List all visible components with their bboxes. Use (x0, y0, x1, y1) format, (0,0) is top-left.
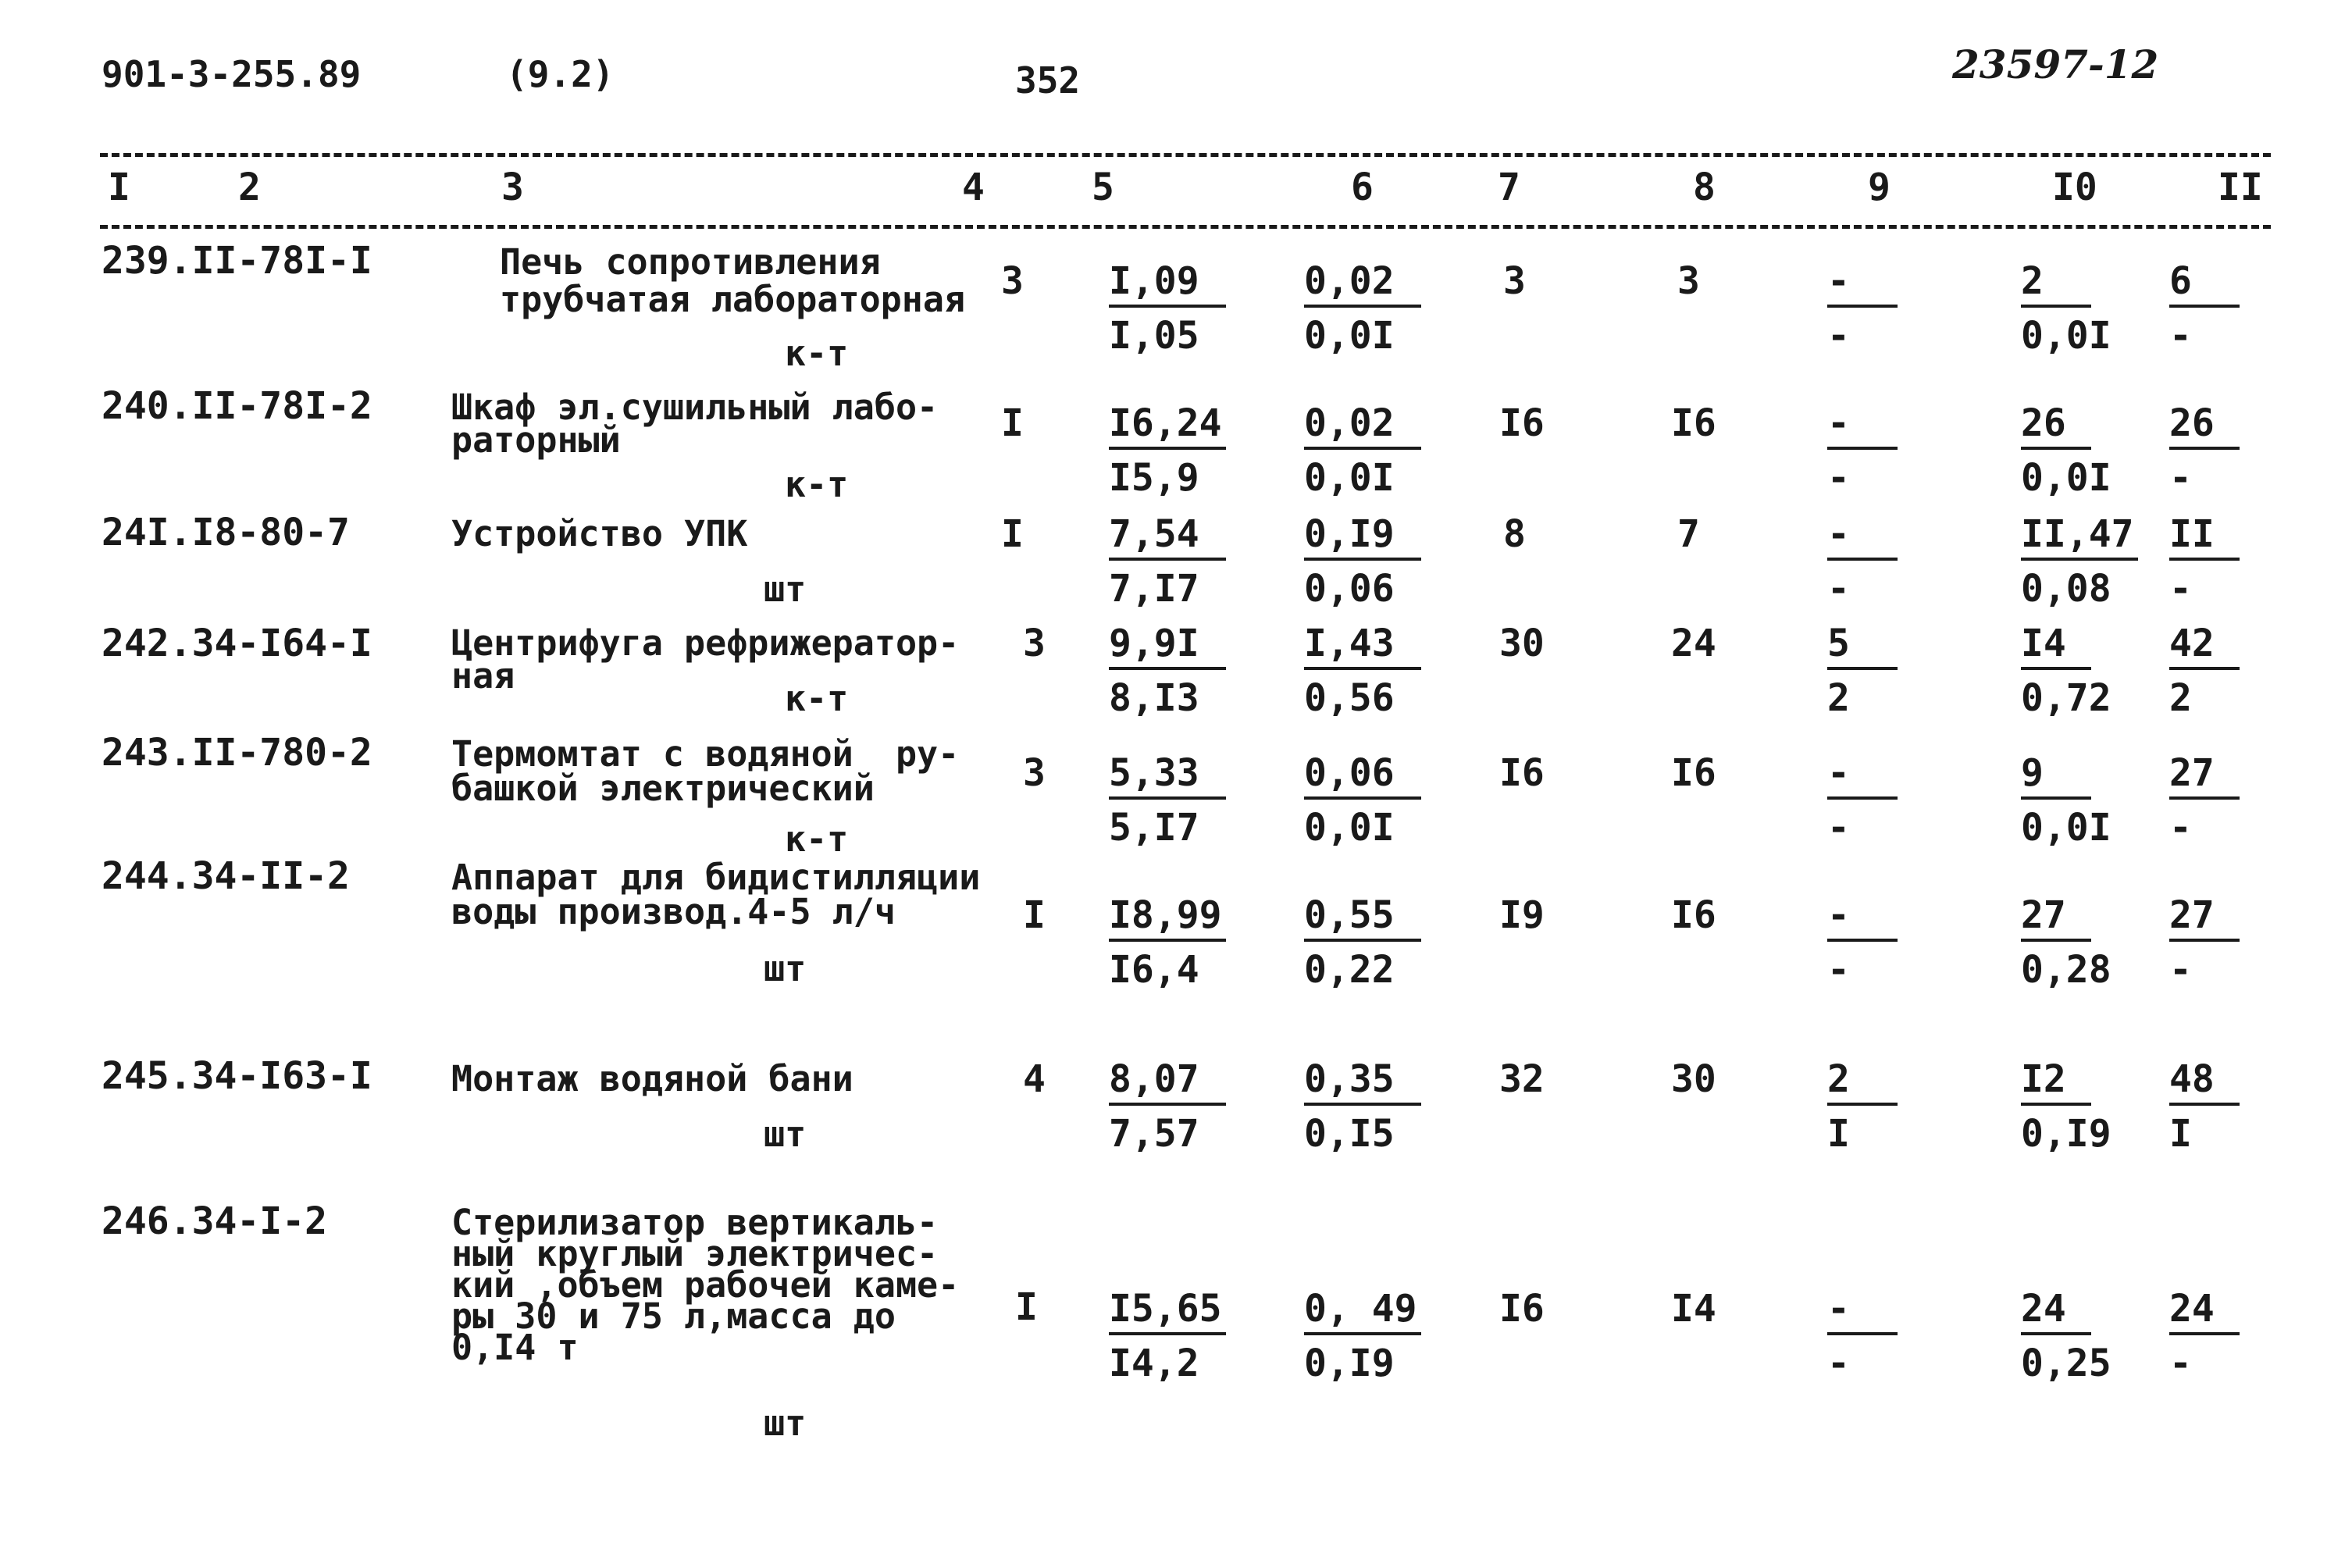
column-header-5: 5 (1092, 166, 1114, 209)
column-header-3: 3 (501, 166, 524, 209)
item-name-line: ры 30 и 75 л,масса до (451, 1295, 896, 1337)
fraction-col11: 27 - (2169, 896, 2240, 989)
item-name-line: Печь сопротивления (500, 241, 881, 283)
item-name-line: 0,I4 т (451, 1327, 579, 1368)
fraction-col11: 27 - (2169, 754, 2240, 846)
item-name-line: ный круглый электричес- (451, 1233, 939, 1274)
col8-value: I6 (1671, 751, 1716, 795)
column-header-1: I (108, 166, 130, 209)
item-quantity: 3 (1023, 751, 1046, 795)
item-unit: к-т (785, 818, 849, 860)
col7-value: I6 (1499, 751, 1545, 795)
fraction-col5: $\frac{7,54}{7,I7}$ (1109, 515, 1226, 608)
table-row-code: 243.II-780-2 (102, 731, 372, 775)
column-header-9: 9 (1868, 166, 1891, 209)
col7-value: I9 (1499, 893, 1545, 937)
item-name-line: Монтаж водяной бани (451, 1058, 853, 1099)
fraction-col10: $\frac{2}{0,0I}$ (2021, 259, 2111, 358)
item-name-line: Термомтат с водяной ру- (451, 733, 960, 775)
document-code: 901-3-255.89 (102, 53, 362, 95)
fraction-col5: $\frac{I6,24}{I5,9}$ (1109, 404, 1226, 497)
item-name-line: трубчатая лабораторная (500, 279, 966, 320)
col7-value: I6 (1499, 401, 1545, 445)
fraction-col6: $\frac{0,02}{0,0I}$ (1304, 262, 1421, 355)
table-row-code: 245.34-I63-I (102, 1054, 372, 1098)
fraction-col6: $\frac{0,06}{0,0I}$ (1304, 754, 1421, 846)
fraction-col5: $\frac{I5,65}{I4,2}$ (1109, 1290, 1226, 1382)
col7-value: I6 (1499, 1287, 1545, 1331)
fraction-col10: $\frac{26}{0,0I}$ (2021, 401, 2111, 500)
col8-value: I6 (1671, 893, 1716, 937)
item-quantity: 3 (1001, 259, 1024, 303)
col8-value: 30 (1671, 1057, 1716, 1101)
page-number: 352 (1015, 59, 1081, 102)
fraction-col9: - - (1827, 754, 1898, 846)
fraction-col10: $\frac{27}{0,28}$ (2021, 893, 2111, 992)
fraction-col10: $\frac{I4}{0,72}$ (2021, 622, 2111, 720)
item-name-line: Аппарат для бидистилляции (451, 857, 981, 898)
column-header-10: I0 (2052, 166, 2097, 209)
fraction-col5: $\frac{8,07}{7,57}$ (1109, 1060, 1226, 1153)
fraction-col10: $\frac{24}{0,25}$ (2021, 1287, 2111, 1385)
item-quantity: I (1015, 1285, 1038, 1329)
col8-value: I4 (1671, 1287, 1716, 1331)
col7-value: 30 (1499, 622, 1545, 665)
item-quantity: I (1023, 893, 1046, 937)
fraction-col5: $\frac{5,33}{5,I7}$ (1109, 754, 1226, 846)
item-name-line: ная (451, 655, 515, 697)
header-bottom-rule (100, 225, 2271, 229)
item-quantity: 4 (1023, 1057, 1046, 1101)
fraction-col6: $\frac{0,55}{0,22}$ (1304, 896, 1421, 989)
fraction-col9: - - (1827, 896, 1898, 989)
table-row-code: 246.34-I-2 (102, 1199, 327, 1243)
fraction-col9: $\frac{2}{I}$ (1827, 1060, 1898, 1153)
item-name-line: Устройство УПК (451, 513, 748, 554)
fraction-col10: $\frac{I2}{0,I9}$ (2021, 1057, 2111, 1156)
fraction-col10: $\frac{9}{0,0I}$ (2021, 751, 2111, 850)
item-name-line: воды производ.4-5 л/ч (451, 891, 896, 932)
item-unit: шт (764, 948, 807, 989)
fraction-col5: $\frac{I8,99}{I6,4}$ (1109, 896, 1226, 989)
handwritten-sheet-number: 23597-12 (1952, 41, 2159, 87)
item-name-line: кий ,объем рабочей каме- (451, 1264, 960, 1306)
item-unit: шт (764, 568, 807, 610)
fraction-col9: - - (1827, 404, 1898, 497)
item-quantity: 3 (1023, 622, 1046, 665)
item-name-line: раторный (451, 419, 621, 461)
table-row-code: 239.II-78I-I (102, 239, 372, 283)
fraction-col6: $\frac{0,I9}{0,06}$ (1304, 515, 1421, 608)
fraction-col6: $\frac{0,02}{0,0I}$ (1304, 404, 1421, 497)
fraction-col11: 24 - (2169, 1290, 2240, 1382)
fraction-col6: $\frac{0, 49}{0,I9}$ (1304, 1290, 1421, 1382)
item-name-line: Шкаф эл.сушильный лабо- (451, 387, 939, 428)
fraction-col9: - - (1827, 1290, 1898, 1382)
column-header-6: 6 (1351, 166, 1374, 209)
fraction-col11: $\frac{48}{I}$ (2169, 1060, 2240, 1153)
item-quantity: I (1001, 512, 1024, 556)
fraction-col11: $\frac{42}{2}$ (2169, 625, 2240, 717)
item-name-line: Стерилизатор вертикаль- (451, 1202, 939, 1243)
col8-value: I6 (1671, 401, 1716, 445)
table-row-code: 242.34-I64-I (102, 622, 372, 665)
fraction-col10: $\frac{II,47}{0,08}$ (2021, 515, 2138, 608)
column-header-11: II (2218, 166, 2263, 209)
section-number: (9.2) (506, 53, 615, 95)
item-unit: шт (764, 1402, 807, 1444)
col7-value: 8 (1503, 512, 1526, 556)
item-quantity: I (1001, 401, 1024, 445)
item-name-line: Центрифуга рефрижератор- (451, 622, 960, 664)
fraction-col11: 6 - (2169, 262, 2240, 355)
fraction-col11: II - (2169, 515, 2240, 608)
fraction-col6: $\frac{0,35}{0,I5}$ (1304, 1060, 1421, 1153)
column-header-8: 8 (1693, 166, 1716, 209)
col8-value: 24 (1671, 622, 1716, 665)
col8-value: 7 (1677, 512, 1700, 556)
item-unit: к-т (785, 678, 849, 719)
item-unit: к-т (785, 333, 849, 374)
col7-value: 3 (1503, 259, 1526, 303)
column-header-2: 2 (238, 166, 261, 209)
column-header-7: 7 (1498, 166, 1520, 209)
table-row-code: 244.34-II-2 (102, 854, 350, 898)
fraction-col6: $\frac{I,43}{0,56}$ (1304, 625, 1421, 717)
fraction-col9: $\frac{5}{2}$ (1827, 625, 1898, 717)
fraction-col9: - - (1827, 262, 1898, 355)
table-row-code: 24I.I8-80-7 (102, 511, 350, 554)
item-unit: к-т (785, 464, 849, 505)
fraction-col5: $\frac{I,09}{I,05}$ (1109, 262, 1226, 355)
col7-value: 32 (1499, 1057, 1545, 1101)
col8-value: 3 (1677, 259, 1700, 303)
fraction-col5: $\frac{9,9I}{8,I3}$ (1109, 625, 1226, 717)
item-name-line: башкой электрический (451, 768, 875, 809)
table-row-code: 240.II-78I-2 (102, 384, 372, 428)
item-unit: шт (764, 1114, 807, 1155)
column-header-4: 4 (962, 166, 985, 209)
fraction-col9: - - (1827, 515, 1898, 608)
header-top-rule (100, 153, 2271, 157)
fraction-col11: 26 - (2169, 404, 2240, 497)
